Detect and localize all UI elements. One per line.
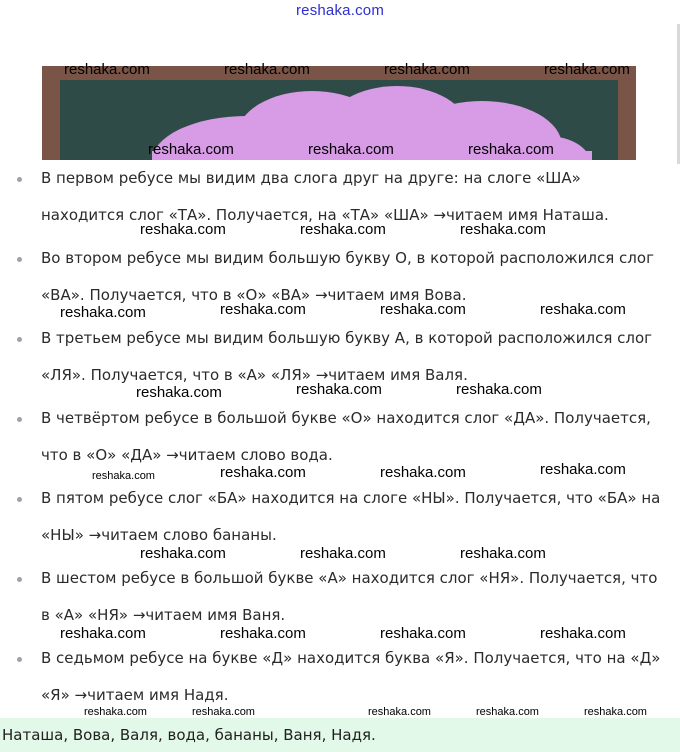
solution-text: В пятом ребусе слог «БА» находится на слоге «НЫ». Получается, что «БА» на «НЫ» →читаем слово бананы. <box>41 489 661 544</box>
watermark: reshaka.com <box>64 61 150 78</box>
watermark: reshaka.com <box>300 545 386 562</box>
watermark: reshaka.com <box>224 61 310 78</box>
watermark: reshaka.com <box>380 625 466 642</box>
site-header <box>0 0 680 24</box>
list-item <box>0 560 680 640</box>
watermark: reshaka.com <box>544 61 630 78</box>
cloud-icon <box>42 66 636 160</box>
watermark: reshaka.com <box>308 141 394 158</box>
watermark: reshaka.com <box>540 301 626 318</box>
list-item <box>0 240 680 320</box>
solution-text: В первом ребусе мы видим два слога друг на друге: на слоге «ША» находится слог «ТА». Получается, на «ТА» «ША» →читаем имя Наташа. <box>41 169 609 224</box>
answer-bar <box>0 718 680 752</box>
solution-text: В четвёртом ребусе в большой букве «О» находится слог «ДА». Получается, что в «О» «ДА» →читаем слово вода. <box>41 409 651 464</box>
watermark: reshaka.com <box>460 221 546 238</box>
bullet-icon <box>17 417 22 422</box>
list-item <box>0 640 680 720</box>
watermark: reshaka.com <box>192 706 255 718</box>
chalkboard-illustration <box>42 66 636 160</box>
watermark: reshaka.com <box>300 221 386 238</box>
solution-text: В шестом ребусе в большой букве «А» находится слог «НЯ». Получается, что в «А» «НЯ» →читаем имя Ваня. <box>41 569 658 624</box>
list-item <box>0 480 680 560</box>
watermark: reshaka.com <box>220 301 306 318</box>
watermark: reshaka.com <box>460 545 546 562</box>
watermark: reshaka.com <box>296 381 382 398</box>
watermark: reshaka.com <box>384 61 470 78</box>
bullet-icon <box>17 577 22 582</box>
solution-text: Во втором ребусе мы видим большую букву О, в которой расположился слог «ВА». Получается, что в «О» «ВА» →читаем имя Вова. <box>41 249 654 304</box>
solution-text: В третьем ребусе мы видим большую букву А, в которой расположился слог «ЛЯ». Получается, что в «А» «ЛЯ» →читаем имя Валя. <box>41 329 653 384</box>
watermark: reshaka.com <box>380 464 466 481</box>
solution-text: В седьмом ребусе на букве «Д» находится буква «Я». Получается, что на «Д» «Я» →читаем имя Надя. <box>41 649 661 704</box>
watermark: reshaka.com <box>476 706 539 718</box>
bullet-icon <box>17 337 22 342</box>
watermark: reshaka.com <box>468 141 554 158</box>
watermark: reshaka.com <box>220 625 306 642</box>
bullet-icon <box>17 657 22 662</box>
answer-text: Наташа, Вова, Валя, вода, бананы, Ваня, Надя. <box>2 726 376 744</box>
watermark: reshaka.com <box>584 706 647 718</box>
site-link[interactable]: reshaka.com <box>295 2 385 19</box>
watermark: reshaka.com <box>92 470 155 482</box>
watermark: reshaka.com <box>60 625 146 642</box>
watermark: reshaka.com <box>456 381 542 398</box>
list-item <box>0 160 680 240</box>
watermark: reshaka.com <box>540 625 626 642</box>
watermark: reshaka.com <box>84 706 147 718</box>
watermark: reshaka.com <box>540 461 626 478</box>
watermark: reshaka.com <box>140 545 226 562</box>
bullet-icon <box>17 177 22 182</box>
list-item <box>0 400 680 480</box>
watermark: reshaka.com <box>220 464 306 481</box>
watermark: reshaka.com <box>148 141 234 158</box>
solution-list <box>0 160 680 720</box>
watermark: reshaka.com <box>136 384 222 401</box>
watermark: reshaka.com <box>368 706 431 718</box>
bullet-icon <box>17 257 22 262</box>
bullet-icon <box>17 497 22 502</box>
watermark: reshaka.com <box>140 221 226 238</box>
watermark: reshaka.com <box>380 301 466 318</box>
list-item <box>0 320 680 400</box>
watermark: reshaka.com <box>60 304 146 321</box>
